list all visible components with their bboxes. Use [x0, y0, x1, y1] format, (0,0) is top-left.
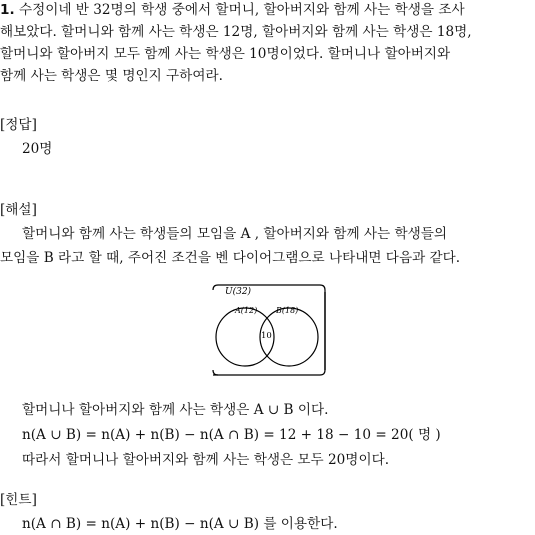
answer-heading: [정답]: [0, 117, 37, 133]
problem-number: 1.: [0, 2, 15, 18]
explanation-result-1: 할머니나 할아버지와 함께 사는 학생은 A ∪ B 이다.: [22, 402, 329, 418]
hint-formula: n(A ∩ B) = n(A) + n(B) − n(A ∪ B) 를 이용한다.: [22, 516, 338, 532]
problem-text-4: 함께 사는 학생은 몇 명인지 구하여라.: [0, 68, 223, 84]
set-a-label: A(12): [235, 306, 258, 315]
set-b-label: B(18): [276, 306, 299, 315]
answer-value: 20명: [22, 141, 53, 157]
explanation-heading: [해설]: [0, 202, 37, 218]
problem-text-2: 해보았다. 할머니와 함께 사는 학생은 12명, 할아버지와 함께 사는 학생은 18명,: [0, 24, 472, 40]
explanation-result-2: 따라서 할머니나 할아버지와 함께 사는 학생은 모두 20명이다.: [22, 452, 390, 468]
problem-text-1: 수정이네 반 32명의 학생 중에서 할머니, 할아버지와 함께 사는 학생을 조사: [18, 2, 465, 18]
venn-diagram: [205, 282, 330, 378]
explanation-formula: n(A ∪ B) = n(A) + n(B) − n(A ∩ B) = 12 + 18 − 10 = 20( 명 ): [22, 427, 441, 443]
intersection-label: 10: [261, 331, 272, 341]
explanation-line-2: 모임을 B 라고 할 때, 주어진 조건을 벤 다이어그램으로 나타내면 다음과 같다.: [0, 250, 461, 266]
explanation-line-1: 할머니와 함께 사는 학생들의 모임을 A , 할아버지와 함께 사는 학생들의: [22, 226, 448, 242]
problem-text-3: 할머니와 할아버지 모두 함께 사는 학생은 10명이었다. 할머니나 할아버지와: [0, 46, 451, 62]
problem-line-1: [0, 0, 465, 20]
hint-heading: [힌트]: [0, 492, 37, 508]
universe-box-corner: [213, 370, 218, 375]
universe-label: U(32): [225, 287, 252, 297]
